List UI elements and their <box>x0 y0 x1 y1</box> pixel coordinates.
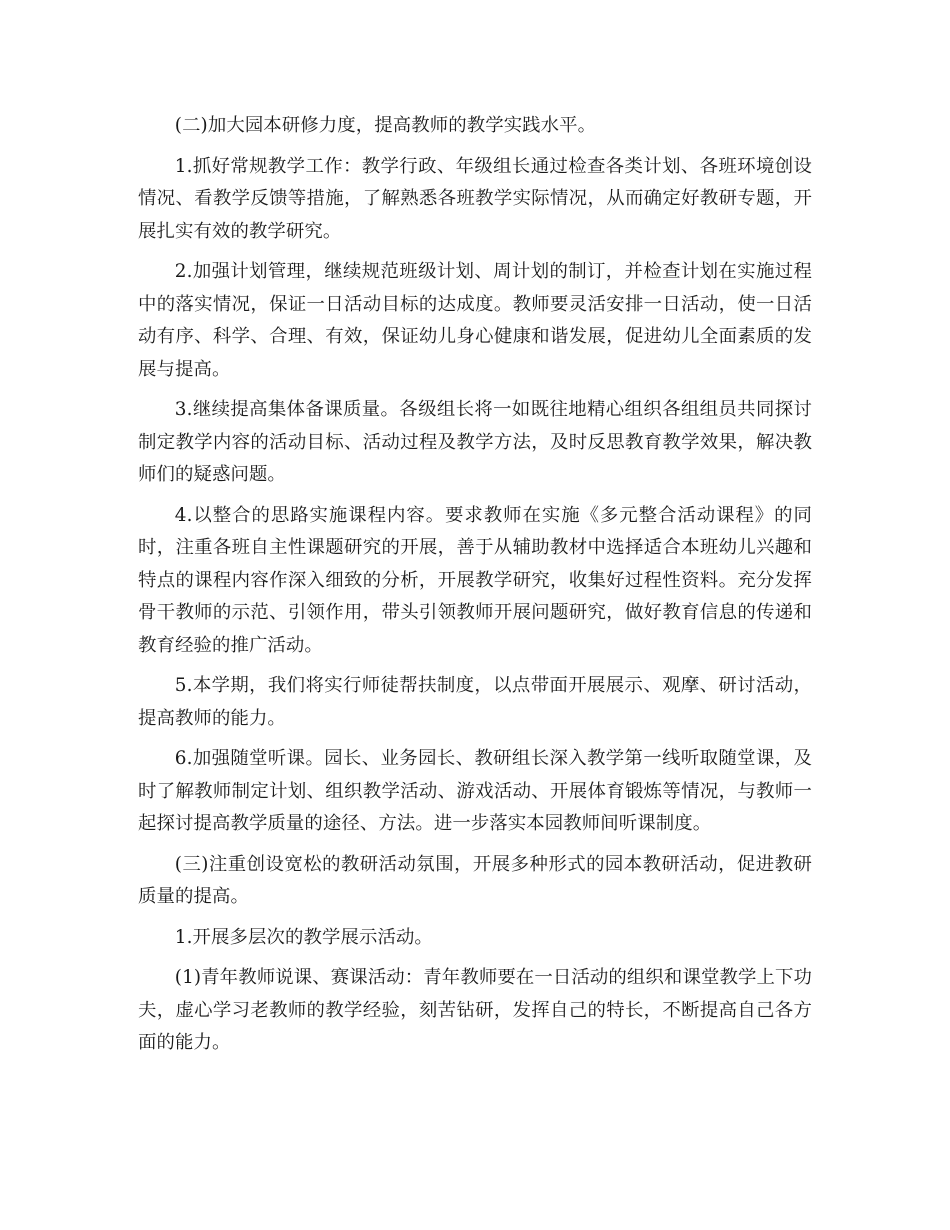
section-heading-3: (三)注重创设宽松的教研活动氛围，开展多种形式的园本教研活动，促进教研质量的提高。 <box>138 853 812 907</box>
paragraph-item-6: 6.加强随堂听课。园长、业务园长、教研组长深入教学第一线听取随堂课，及时了解教师制定计划、组织教学活动、游戏活动、开展体育锻炼等情况，与教师一起探讨提高教学质量的途径、方法。进一步落实本园教师间听课制度。 <box>138 748 812 834</box>
subsection-item-1-1: (1)青年教师说课、赛课活动：青年教师要在一日活动的组织和课堂教学上下功夫，虚心学习老教师的教学经验，刻苦钻研，发挥自己的特长，不断提高自己各方面的能力。 <box>138 967 812 1053</box>
section-heading-2: (二)加大园本研修力度，提高教师的教学实践水平。 <box>174 115 597 136</box>
paragraph-item-3: 3.继续提高集体备课质量。各级组长将一如既往地精心组织各组组员共同探讨制定教学内容的活动目标、活动过程及教学方法，及时反思教育教学效果，解决教师们的疑惑问题。 <box>138 399 812 485</box>
paragraph-item-5: 5.本学期，我们将实行师徒帮扶制度，以点带面开展展示、观摩、研讨活动，提高教师的能力。 <box>138 675 812 729</box>
subsection-item-1: 1.开展多层次的教学展示活动。 <box>174 926 433 948</box>
paragraph-item-1: 1.抓好常规教学工作：教学行政、年级组长通过检查各类计划、各班环境创设情况、看教学反馈等措施，了解熟悉各班教学实际情况，从而确定好教研专题，开展扎实有效的教学研究。 <box>138 155 812 242</box>
paragraph-item-4: 4.以整合的思路实施课程内容。要求教师在实施《多元整合活动课程》的同时，注重各班自主性课题研究的开展，善于从辅助教材中选择适合本班幼儿兴趣和特点的课程内容作深入细致的分析，开展教学研究，收集好过程性资料。充分发挥骨干教师的示范、引领作用，带头引领教师开展问题研究，做好教育信息的传递和教育经验的推广活动。 <box>138 504 812 656</box>
paragraph-item-2: 2.加强计划管理，继续规范班级计划、周计划的制订，并检查计划在实施过程中的落实情况，保证一日活动目标的达成度。教师要灵活安排一日活动，使一日活动有序、科学、合理、有效，保证幼儿身心健康和谐发展，促进幼儿全面素质的发展与提高。 <box>138 261 812 380</box>
